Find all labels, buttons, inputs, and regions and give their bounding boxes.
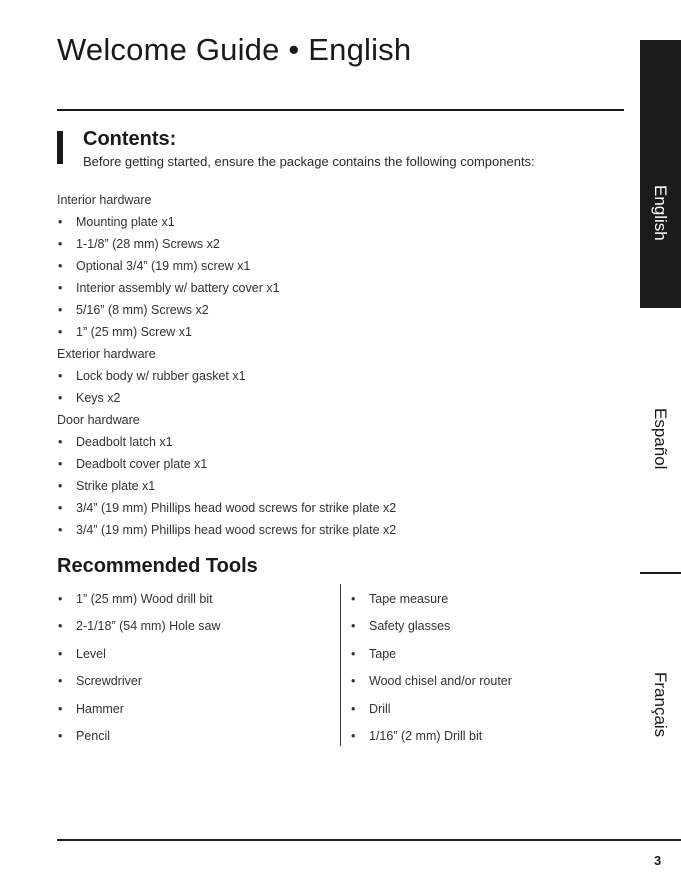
tab-francais[interactable]: Français xyxy=(651,672,670,738)
page-title: Welcome Guide • English xyxy=(57,32,412,67)
list-item: • Pencil xyxy=(57,723,317,750)
list-item: • Drill xyxy=(350,696,610,723)
contents-accent-bar xyxy=(57,131,63,164)
list-item: • Keys x2 xyxy=(57,387,617,409)
list-item: • Interior assembly w/ battery cover x1 xyxy=(57,277,617,299)
list-item: • 3/4” (19 mm) Phillips head wood screws for strike plate x2 xyxy=(57,519,617,541)
group-title-door: Door hardware xyxy=(57,413,140,427)
tab-english[interactable] xyxy=(640,40,681,308)
list-item: • Mounting plate x1 xyxy=(57,211,617,233)
group-title-interior: Interior hardware xyxy=(57,193,152,207)
group-title-exterior: Exterior hardware xyxy=(57,347,156,361)
contents-heading: Contents: xyxy=(83,128,177,150)
contents-intro: Before getting started, ensure the package contains the following components: xyxy=(83,154,535,169)
page-number: 3 xyxy=(654,853,662,868)
list-item: • Optional 3/4” (19 mm) screw x1 xyxy=(57,255,617,277)
list-item: • Tape xyxy=(350,641,610,668)
header-divider xyxy=(57,109,624,111)
list-item: • Deadbolt cover plate x1 xyxy=(57,453,617,475)
tools-column-divider xyxy=(340,584,341,746)
list-item: • 1-1/8” (28 mm) Screws x2 xyxy=(57,233,617,255)
tools-heading: Recommended Tools xyxy=(57,555,258,577)
list-item: • Tape measure xyxy=(350,586,610,613)
list-item: • Screwdriver xyxy=(57,668,317,695)
list-item: • 1” (25 mm) Wood drill bit xyxy=(57,586,317,613)
list-item: • Deadbolt latch x1 xyxy=(57,431,617,453)
list-item: • Level xyxy=(57,641,317,668)
list-item: • 2-1/18” (54 mm) Hole saw xyxy=(57,613,317,640)
tools-list-left xyxy=(57,586,317,750)
tools-list-right xyxy=(350,586,610,750)
list-item: • 1” (25 mm) Screw x1 xyxy=(57,321,617,343)
list-item: • 5/16” (8 mm) Screws x2 xyxy=(57,299,617,321)
tab-espanol[interactable]: Español xyxy=(651,408,670,470)
parts-list xyxy=(57,189,617,541)
footer-divider xyxy=(57,839,681,841)
list-item: • Safety glasses xyxy=(350,613,610,640)
list-item: • Lock body w/ rubber gasket x1 xyxy=(57,365,617,387)
tab-english-label: English xyxy=(651,185,670,241)
list-item: • Wood chisel and/or router xyxy=(350,668,610,695)
tab-separator xyxy=(640,572,681,574)
list-item: • Strike plate x1 xyxy=(57,475,617,497)
list-item: • 3/4” (19 mm) Phillips head wood screws for strike plate x2 xyxy=(57,497,617,519)
list-item: • Hammer xyxy=(57,696,317,723)
list-item: • 1/16” (2 mm) Drill bit xyxy=(350,723,610,750)
